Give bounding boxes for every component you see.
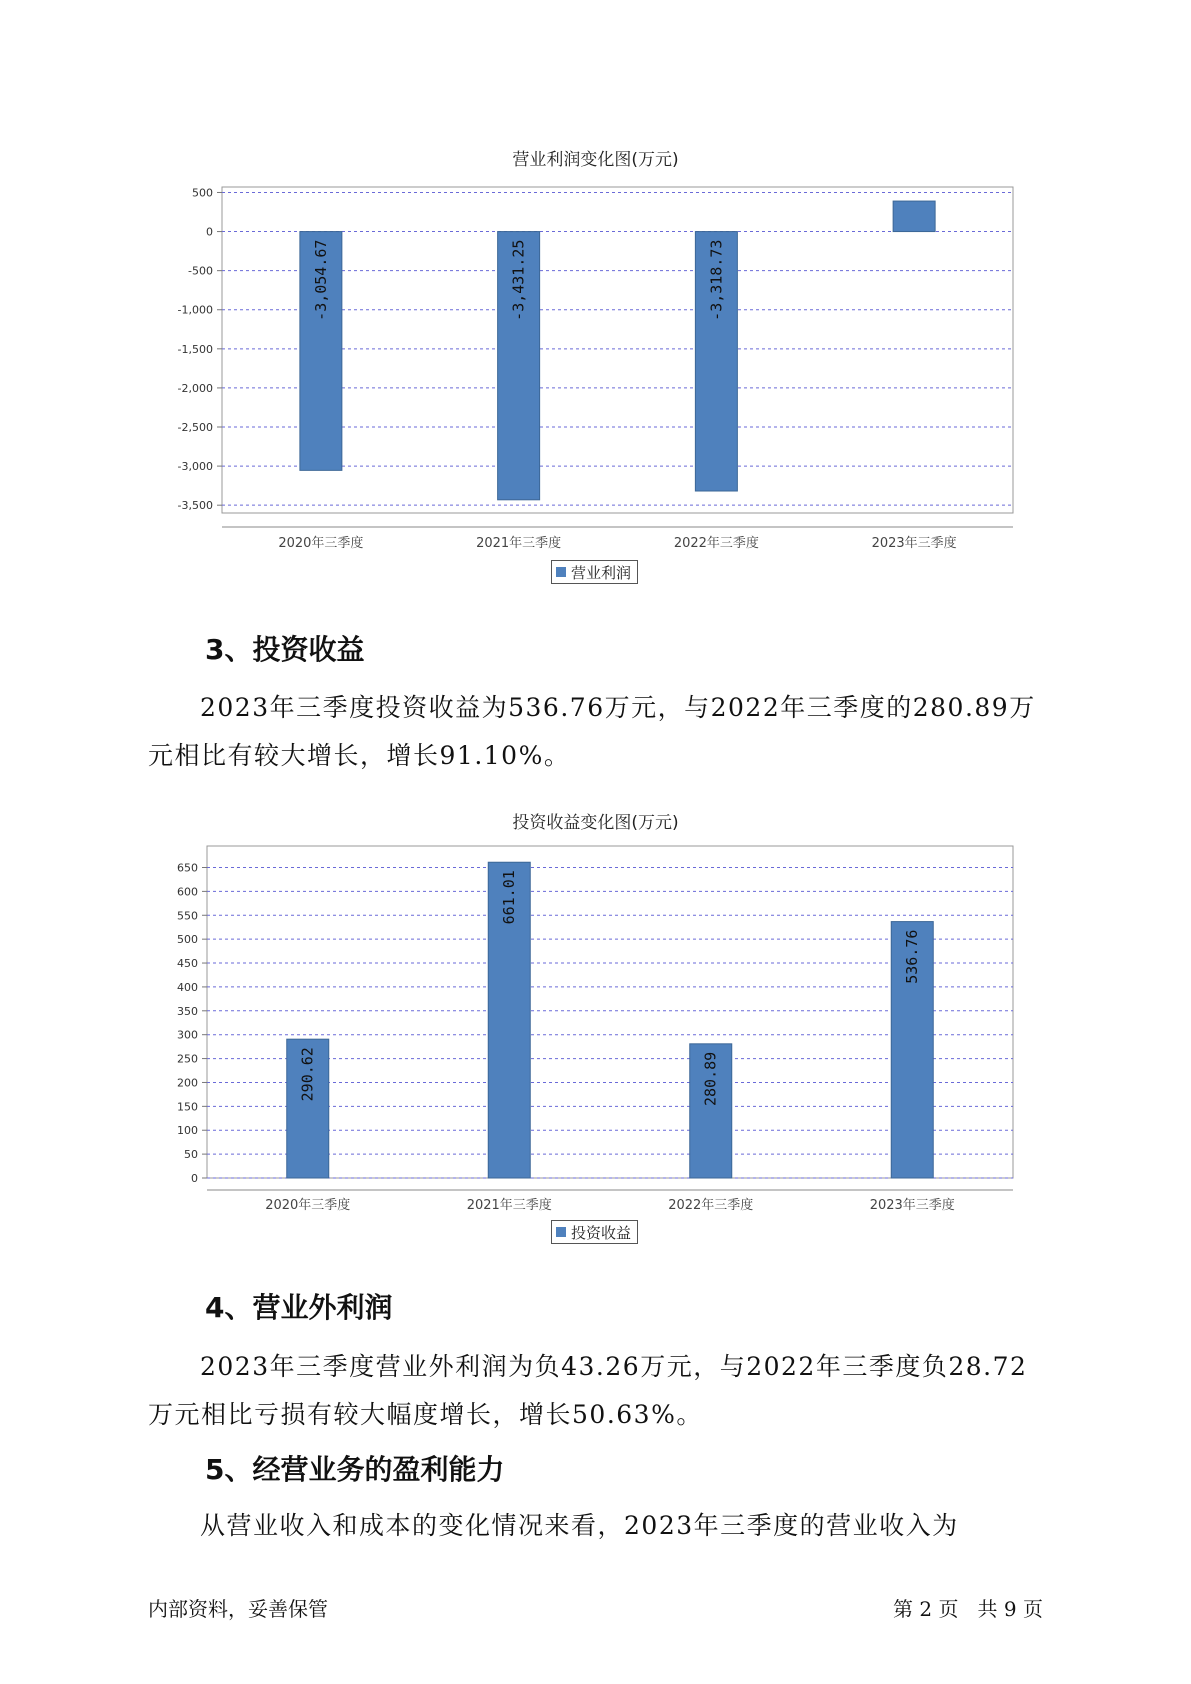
x-category-label: 2022年三季度 xyxy=(673,536,759,551)
y-tick-label: 200 xyxy=(177,1076,198,1090)
legend-label: 营业利润 xyxy=(571,563,632,582)
y-tick-label: 450 xyxy=(177,957,198,971)
y-tick-label: -500 xyxy=(188,264,213,278)
bar-value-label: 661.01 xyxy=(500,870,519,925)
section-heading-investment-income: 3、投资收益 xyxy=(205,633,365,666)
bar-value-label: -3,054.67 xyxy=(311,239,330,321)
bar-value-label: -3,318.73 xyxy=(707,239,726,321)
y-tick-label: 250 xyxy=(177,1052,198,1066)
x-category-label: 2020年三季度 xyxy=(265,1198,351,1213)
y-tick-label: 500 xyxy=(192,186,213,200)
y-tick-label: 400 xyxy=(177,980,198,994)
y-tick-label: 550 xyxy=(177,909,198,923)
y-tick-label: 350 xyxy=(177,1004,198,1018)
bar-value-label: 536.76 xyxy=(903,929,922,984)
x-category-label: 2020年三季度 xyxy=(278,536,364,551)
y-tick-label: -2,000 xyxy=(177,381,213,395)
x-category-label: 2022年三季度 xyxy=(668,1198,754,1213)
y-tick-label: 150 xyxy=(177,1100,198,1114)
y-tick-label: 500 xyxy=(177,933,198,947)
y-tick-label: 0 xyxy=(191,1172,198,1185)
y-tick-label: 650 xyxy=(177,861,198,875)
x-category-label: 2023年三季度 xyxy=(871,536,957,551)
paragraph-non-operating-profit: 2023年三季度营业外利润为负43.26万元，与2022年三季度负28.72万元相比亏损有较大幅度增长，增长50.63%。 xyxy=(148,1352,1028,1429)
x-category-label: 2021年三季度 xyxy=(466,1198,552,1213)
y-tick-label: -2,500 xyxy=(177,421,213,435)
y-tick-label: 600 xyxy=(177,885,198,899)
chart-title: 营业利润变化图(万元) xyxy=(512,150,679,170)
legend-swatch-icon xyxy=(556,1227,566,1237)
y-tick-label: 0 xyxy=(206,225,213,239)
section-heading-profitability: 5、经营业务的盈利能力 xyxy=(205,1453,505,1486)
paragraph-profitability: 从营业收入和成本的变化情况来看，2023年三季度的营业收入为 xyxy=(200,1511,959,1540)
section-heading-non-operating-profit: 4、营业外利润 xyxy=(205,1291,393,1324)
y-tick-label: -3,500 xyxy=(177,499,213,513)
footer-page-number: 第 2 页 共 9 页 xyxy=(893,1597,1043,1621)
y-tick-label: -1,000 xyxy=(177,303,213,317)
legend-label: 投资收益 xyxy=(571,1223,632,1242)
bar-value-label: 280.89 xyxy=(701,1051,720,1107)
chart-legend xyxy=(551,1220,638,1244)
y-tick-label: 300 xyxy=(177,1028,198,1042)
chart-title: 投资收益变化图(万元) xyxy=(512,813,679,833)
x-category-label: 2023年三季度 xyxy=(869,1198,955,1213)
y-tick-label: 50 xyxy=(184,1148,198,1162)
bar-value-label: 290.62 xyxy=(298,1047,317,1102)
y-tick-label: -1,500 xyxy=(177,342,213,356)
y-tick-label: 100 xyxy=(177,1124,198,1138)
footer-confidential: 内部资料，妥善保管 xyxy=(148,1597,328,1621)
bar-value-label: -3,431.25 xyxy=(509,239,528,321)
x-category-label: 2021年三季度 xyxy=(476,536,562,551)
paragraph-investment-income: 2023年三季度投资收益为536.76万元，与2022年三季度的280.89万元相比有较大增长，增长91.10%。 xyxy=(148,693,1036,770)
y-tick-label: -3,000 xyxy=(177,460,213,474)
